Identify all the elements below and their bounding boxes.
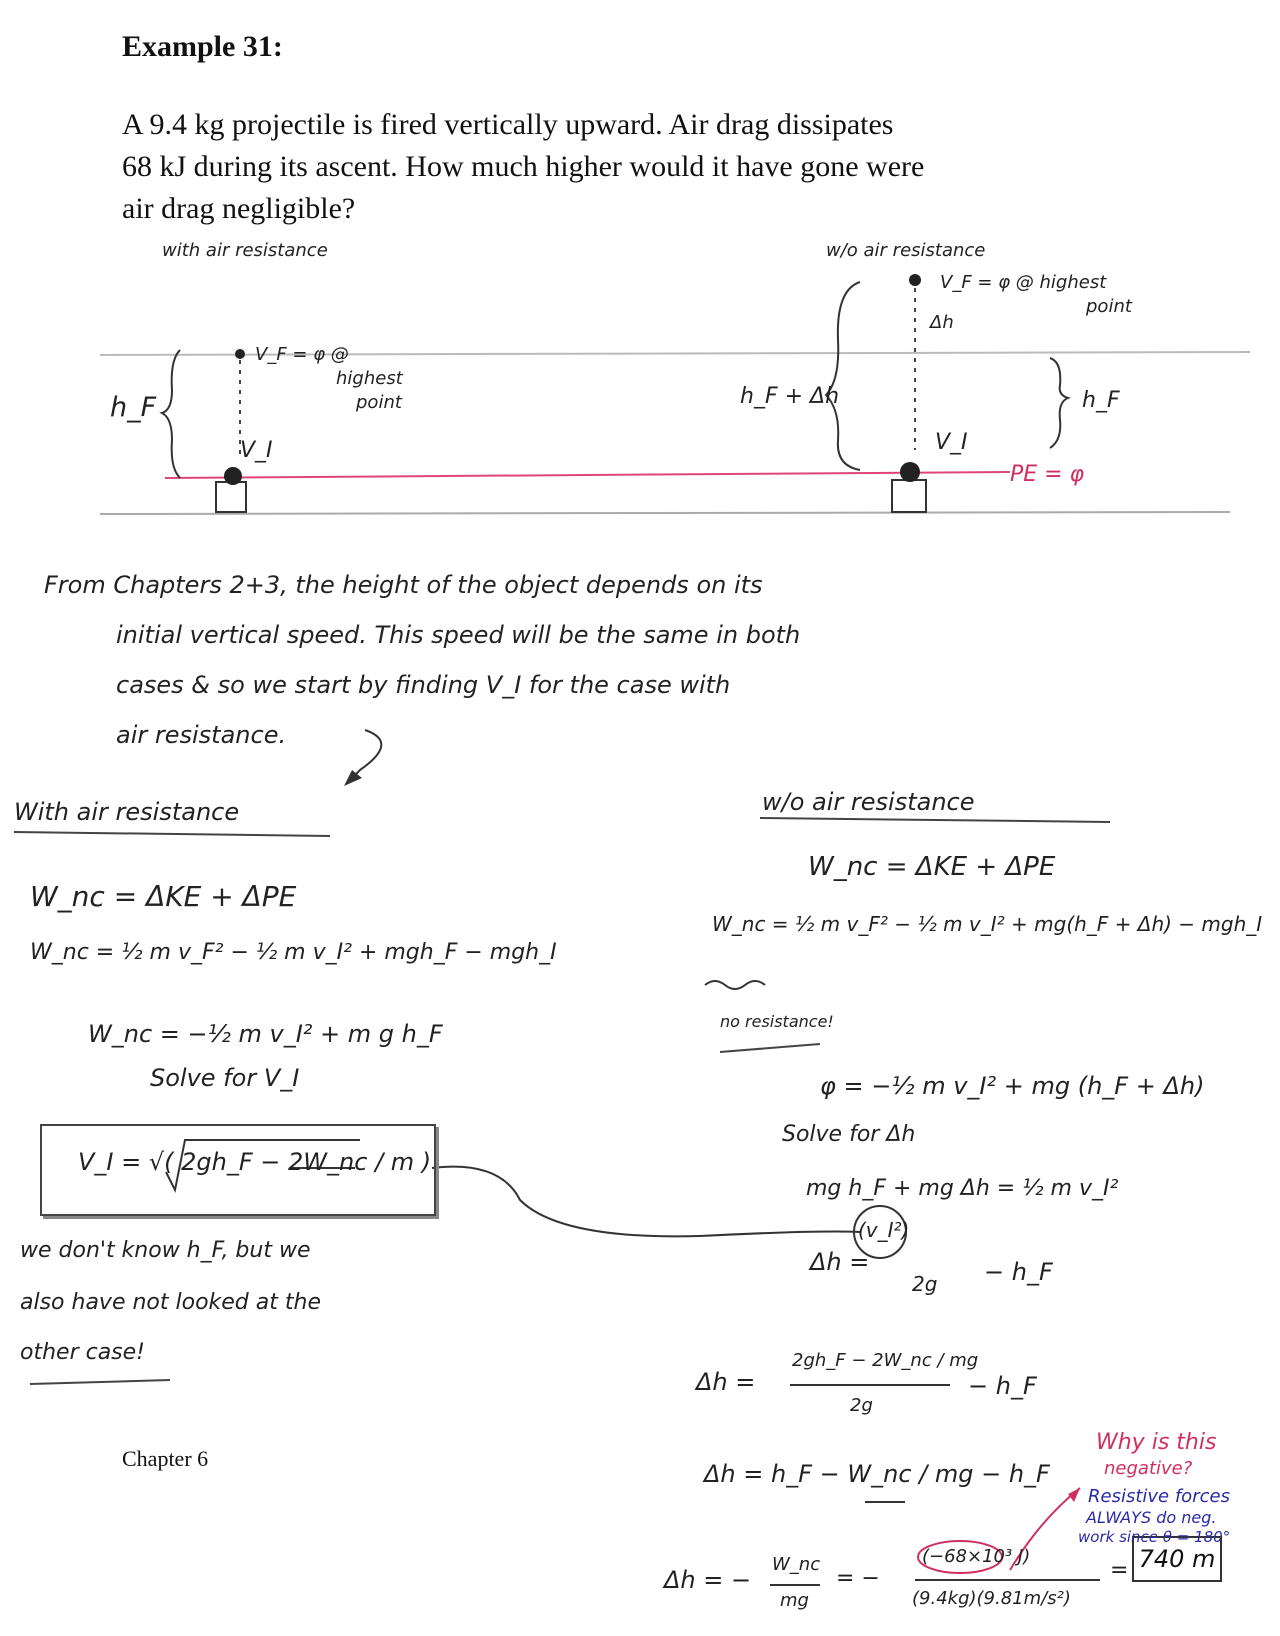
right-launcher: [892, 480, 926, 512]
right-eq6d: − h_F: [968, 1372, 1037, 1400]
right-eq1: W_nc = ΔKE + ΔPE: [808, 852, 1056, 882]
right-eq4: mg h_F + mg Δh = ½ m v_I²: [806, 1176, 1119, 1201]
left-solve: Solve for V_I: [150, 1064, 300, 1092]
pe-zero-line: [165, 472, 1010, 478]
ground-line: [100, 512, 1230, 514]
left-launcher: [216, 482, 246, 512]
right-eq8d: = −: [836, 1566, 880, 1591]
explanation-line: initial vertical speed. This speed will be the same in both: [116, 621, 801, 649]
right-eq8c: mg: [780, 1590, 809, 1611]
problem-line: 68 kJ during its ascent. How much higher would it have gone were: [122, 150, 925, 183]
left-point: point: [356, 392, 402, 413]
left-projectile: [224, 467, 242, 485]
right-eq7: Δh = h_F − W_nc / mg − h_F: [704, 1460, 1050, 1488]
right-eq8g: =: [1110, 1558, 1129, 1583]
left-eq2: W_nc = ½ m v_F² − ½ m v_I² + mgh_F − mgh_I: [30, 940, 557, 965]
right-eq5c: 2g: [912, 1272, 938, 1296]
explanation: [44, 560, 1064, 760]
right-no-resistance: no resistance!: [720, 1012, 834, 1031]
problem-line: air drag negligible?: [122, 192, 356, 225]
right-eq2: W_nc = ½ m v_F² − ½ m v_I² + mg(h_F + Δh) − mgh_I: [712, 912, 1263, 936]
connector-line: [432, 1167, 860, 1237]
right-solve: Solve for Δh: [782, 1122, 916, 1147]
right-eq5b: (v_I²): [858, 1218, 910, 1242]
left-vi-label: V_I: [240, 438, 273, 463]
right-eq3: φ = −½ m v_I² + mg (h_F + Δh): [820, 1072, 1205, 1100]
right-big-brace: [826, 282, 860, 470]
left-brace: [162, 350, 180, 478]
right-dh-label: Δh: [930, 312, 954, 333]
left-eq1: W_nc = ΔKE + ΔPE: [30, 880, 297, 913]
side-note-answer: Resistive forces: [1088, 1486, 1230, 1507]
right-eq5d: − h_F: [984, 1258, 1053, 1286]
right-eq6c: 2g: [850, 1395, 873, 1416]
right-total-height: h_F + Δh: [740, 384, 840, 409]
right-projectile: [900, 462, 920, 482]
chapter-footer: Chapter 6: [122, 1446, 209, 1471]
left-eq3: W_nc = −½ m v_I² + m g h_F: [88, 1020, 443, 1048]
left-note-line: other case!: [20, 1340, 145, 1365]
example-title: Example 31:: [122, 30, 283, 63]
right-eq6a: Δh =: [696, 1368, 756, 1396]
pe-zero-label: PE = φ: [1010, 462, 1085, 487]
explanation-line: From Chapters 2+3, the height of the object depends on its: [44, 571, 763, 599]
right-eq6b: 2gh_F − 2W_nc / mg: [792, 1350, 979, 1371]
left-highest: highest: [336, 368, 403, 389]
right-eq8e: (−68×10³ J): [922, 1546, 1031, 1567]
right-top-point: [909, 274, 921, 286]
right-heading: w/o air resistance: [762, 788, 975, 816]
left-heading: With air resistance: [14, 798, 240, 826]
problem-line: A 9.4 kg projectile is fired vertically upward. Air drag dissipates: [122, 108, 894, 141]
left-note-line: also have not looked at the: [20, 1290, 321, 1315]
final-answer: 740 m: [1132, 1536, 1222, 1582]
left-boxed: V_I = √( 2gh_F − 2W_nc / m ): [78, 1148, 432, 1176]
right-eq8b: W_nc: [772, 1554, 821, 1575]
right-vi-label: V_I: [935, 430, 968, 455]
side-note-answer3: work since θ = 180°: [1078, 1528, 1231, 1546]
right-eq8a: Δh = −: [664, 1566, 752, 1594]
left-note-line: we don't know h_F, but we: [20, 1238, 311, 1263]
right-eq5a: Δh =: [810, 1248, 870, 1276]
label-without-air: w/o air resistance: [826, 240, 986, 261]
right-hf-label: h_F: [1082, 388, 1120, 413]
left-vf-label: V_F = φ @: [255, 344, 349, 365]
right-point: point: [1086, 296, 1132, 317]
explanation-line: cases & so we start by finding V_I for the case with: [116, 671, 731, 699]
side-note-question2: negative?: [1104, 1458, 1193, 1479]
right-small-brace: [1050, 358, 1068, 448]
right-eq8f: (9.4kg)(9.81m/s²): [912, 1588, 1071, 1609]
label-with-air: with air resistance: [162, 240, 328, 261]
explanation-line: air resistance.: [116, 721, 287, 749]
left-top-point: [235, 349, 245, 359]
right-vf-label: V_F = φ @ highest: [940, 272, 1107, 293]
left-hf-label: h_F: [110, 392, 157, 423]
side-note-answer2: ALWAYS do neg.: [1086, 1508, 1217, 1527]
side-note-question: Why is this: [1096, 1430, 1217, 1455]
